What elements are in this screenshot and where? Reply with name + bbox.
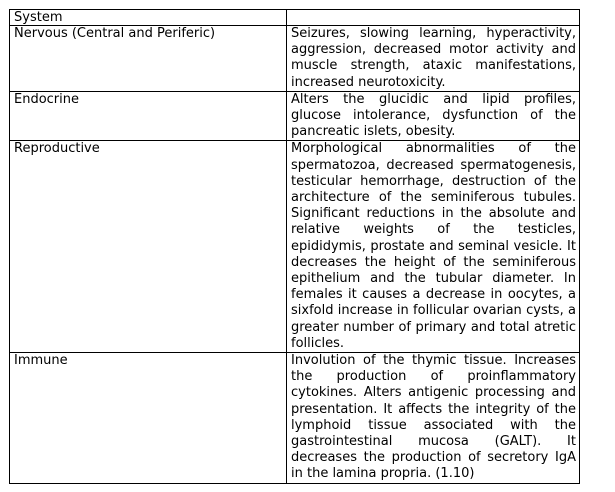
header-system-cell: System	[10, 10, 287, 26]
table-row	[10, 91, 580, 141]
effects-cell: Seizures, slowing learning, hyperactivity, aggression, decreased motor activity and muscle strength, ataxic manifestations, increased neurotoxicity.	[287, 26, 580, 92]
header-effects-cell	[287, 10, 580, 26]
table-row	[10, 141, 580, 353]
system-cell: Endocrine	[10, 91, 287, 141]
system-cell: Reproductive	[10, 141, 287, 353]
table-header-row	[10, 10, 580, 26]
system-cell: Immune	[10, 353, 287, 484]
effects-cell: Alters the glucidic and lipid profiles, glucose intolerance, dysfunction of the pancreatic islets, obesity.	[287, 91, 580, 141]
system-cell: Nervous (Central and Periferic)	[10, 26, 287, 92]
effects-cell: Involution of the thymic tissue. Increases the production of proinflammatory cytokines. Alters antigenic processing and presentation. It affects the integrity of the lymphoid tissue associated with the gastrointestinal mucosa (GALT). It decreases the production of secretory IgA in the lamina propria. (1.10)	[287, 353, 580, 484]
table-row	[10, 26, 580, 92]
systems-effects-table	[9, 9, 580, 484]
effects-cell: Morphological abnormalities of the spermatozoa, decreased spermatogenesis, testicular hemorrhage, destruction of the architecture of the seminiferous tubules. Significant reductions in the absolute and relative weights of the testicles, epididymis, prostate and seminal vesicle. It decreases the height of the seminiferous epithelium and the tubular diameter. In females it causes a decrease in oocytes, a sixfold increase in follicular ovarian cysts, a greater number of primary and total atretic follicles.	[287, 141, 580, 353]
table-row	[10, 353, 580, 484]
